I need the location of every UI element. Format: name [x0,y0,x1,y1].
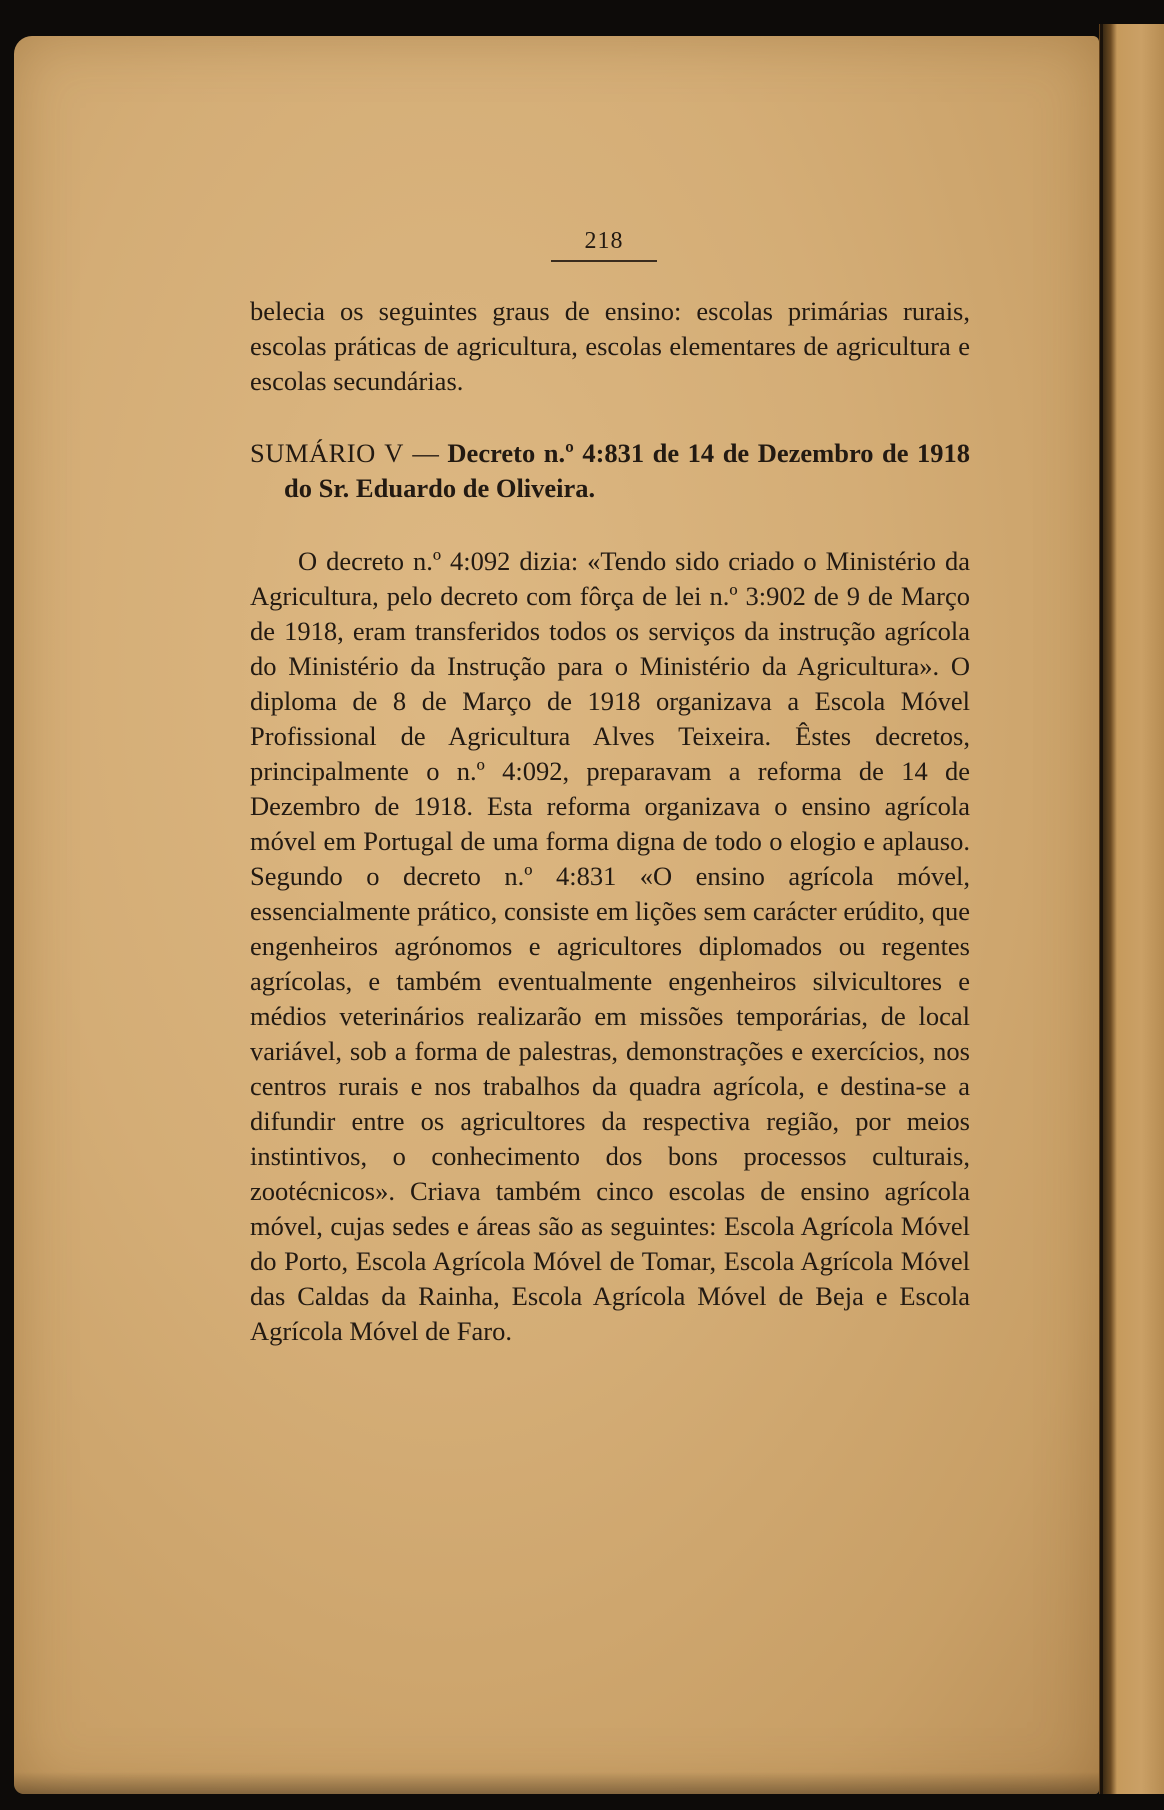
summary-dash: — [403,438,448,468]
adjacent-page-edge [1100,24,1164,1794]
body-paragraph: O decreto n.º 4:092 dizia: «Tendo sido criado o Ministério da Agricultura, pelo decreto com fôrça de lei n.º 3:902 de 9 de Março de 1918, eram transferidos todos os serviços da instrução agrícola do Ministério da Instrução para o Ministério da Agricultura». O diploma de 8 de Março de 1918 organizava a Escola Móvel Profissional de Agricultura Alves Teixeira. Êstes decretos, principalmente o n.º 4:092, preparavam a reforma de 14 de Dezembro de 1918. Esta reforma organizava o ensino agrícola móvel em Portugal de uma forma digna de todo o elogio e aplauso. Segundo o decreto n.º 4:831 «O ensino agrícola móvel, essencialmente prático, consiste em lições sem carácter erúdito, que engenheiros agrónomos e agricultores diplomados ou regentes agrícolas, e também eventualmente engenheiros silvicultores e médios veterinários realizarão em missões temporárias, de local variável, sob a forma de palestras, demonstrações e exercícios, nos centros rurais e nos trabalhos da quadra agrícola, e destina-se a difundir entre os agricultores da respectiva região, por meios instintivos, o conhecimento dos bons processos culturais, zootécnicos». Criava também cinco escolas de ensino agrícola móvel, cujas sedes e áreas são as seguintes: Escola Agrícola Móvel do Porto, Escola Agrícola Móvel de Tomar, Escola Agrícola Móvel das Caldas da Rainha, Escola Agrícola Móvel de Beja e Escola Agrícola Móvel de Faro. [250,546,970,1346]
page-number-rule [551,260,657,262]
intro-paragraph: belecia os seguintes graus de ensino: escolas primárias rurais, escolas práticas de agricultura, escolas elementares de agricultura e escolas secundárias. [250,296,970,396]
summary-heading [250,436,970,506]
summary-text: Decreto n.º 4:831 de 14 de Dezembro de 1918 do Sr. Eduardo de Oliveira. [284,438,970,503]
page-number: 218 [584,228,624,254]
page-content [250,226,970,1349]
summary-label: SUMÁRIO V [250,438,404,468]
